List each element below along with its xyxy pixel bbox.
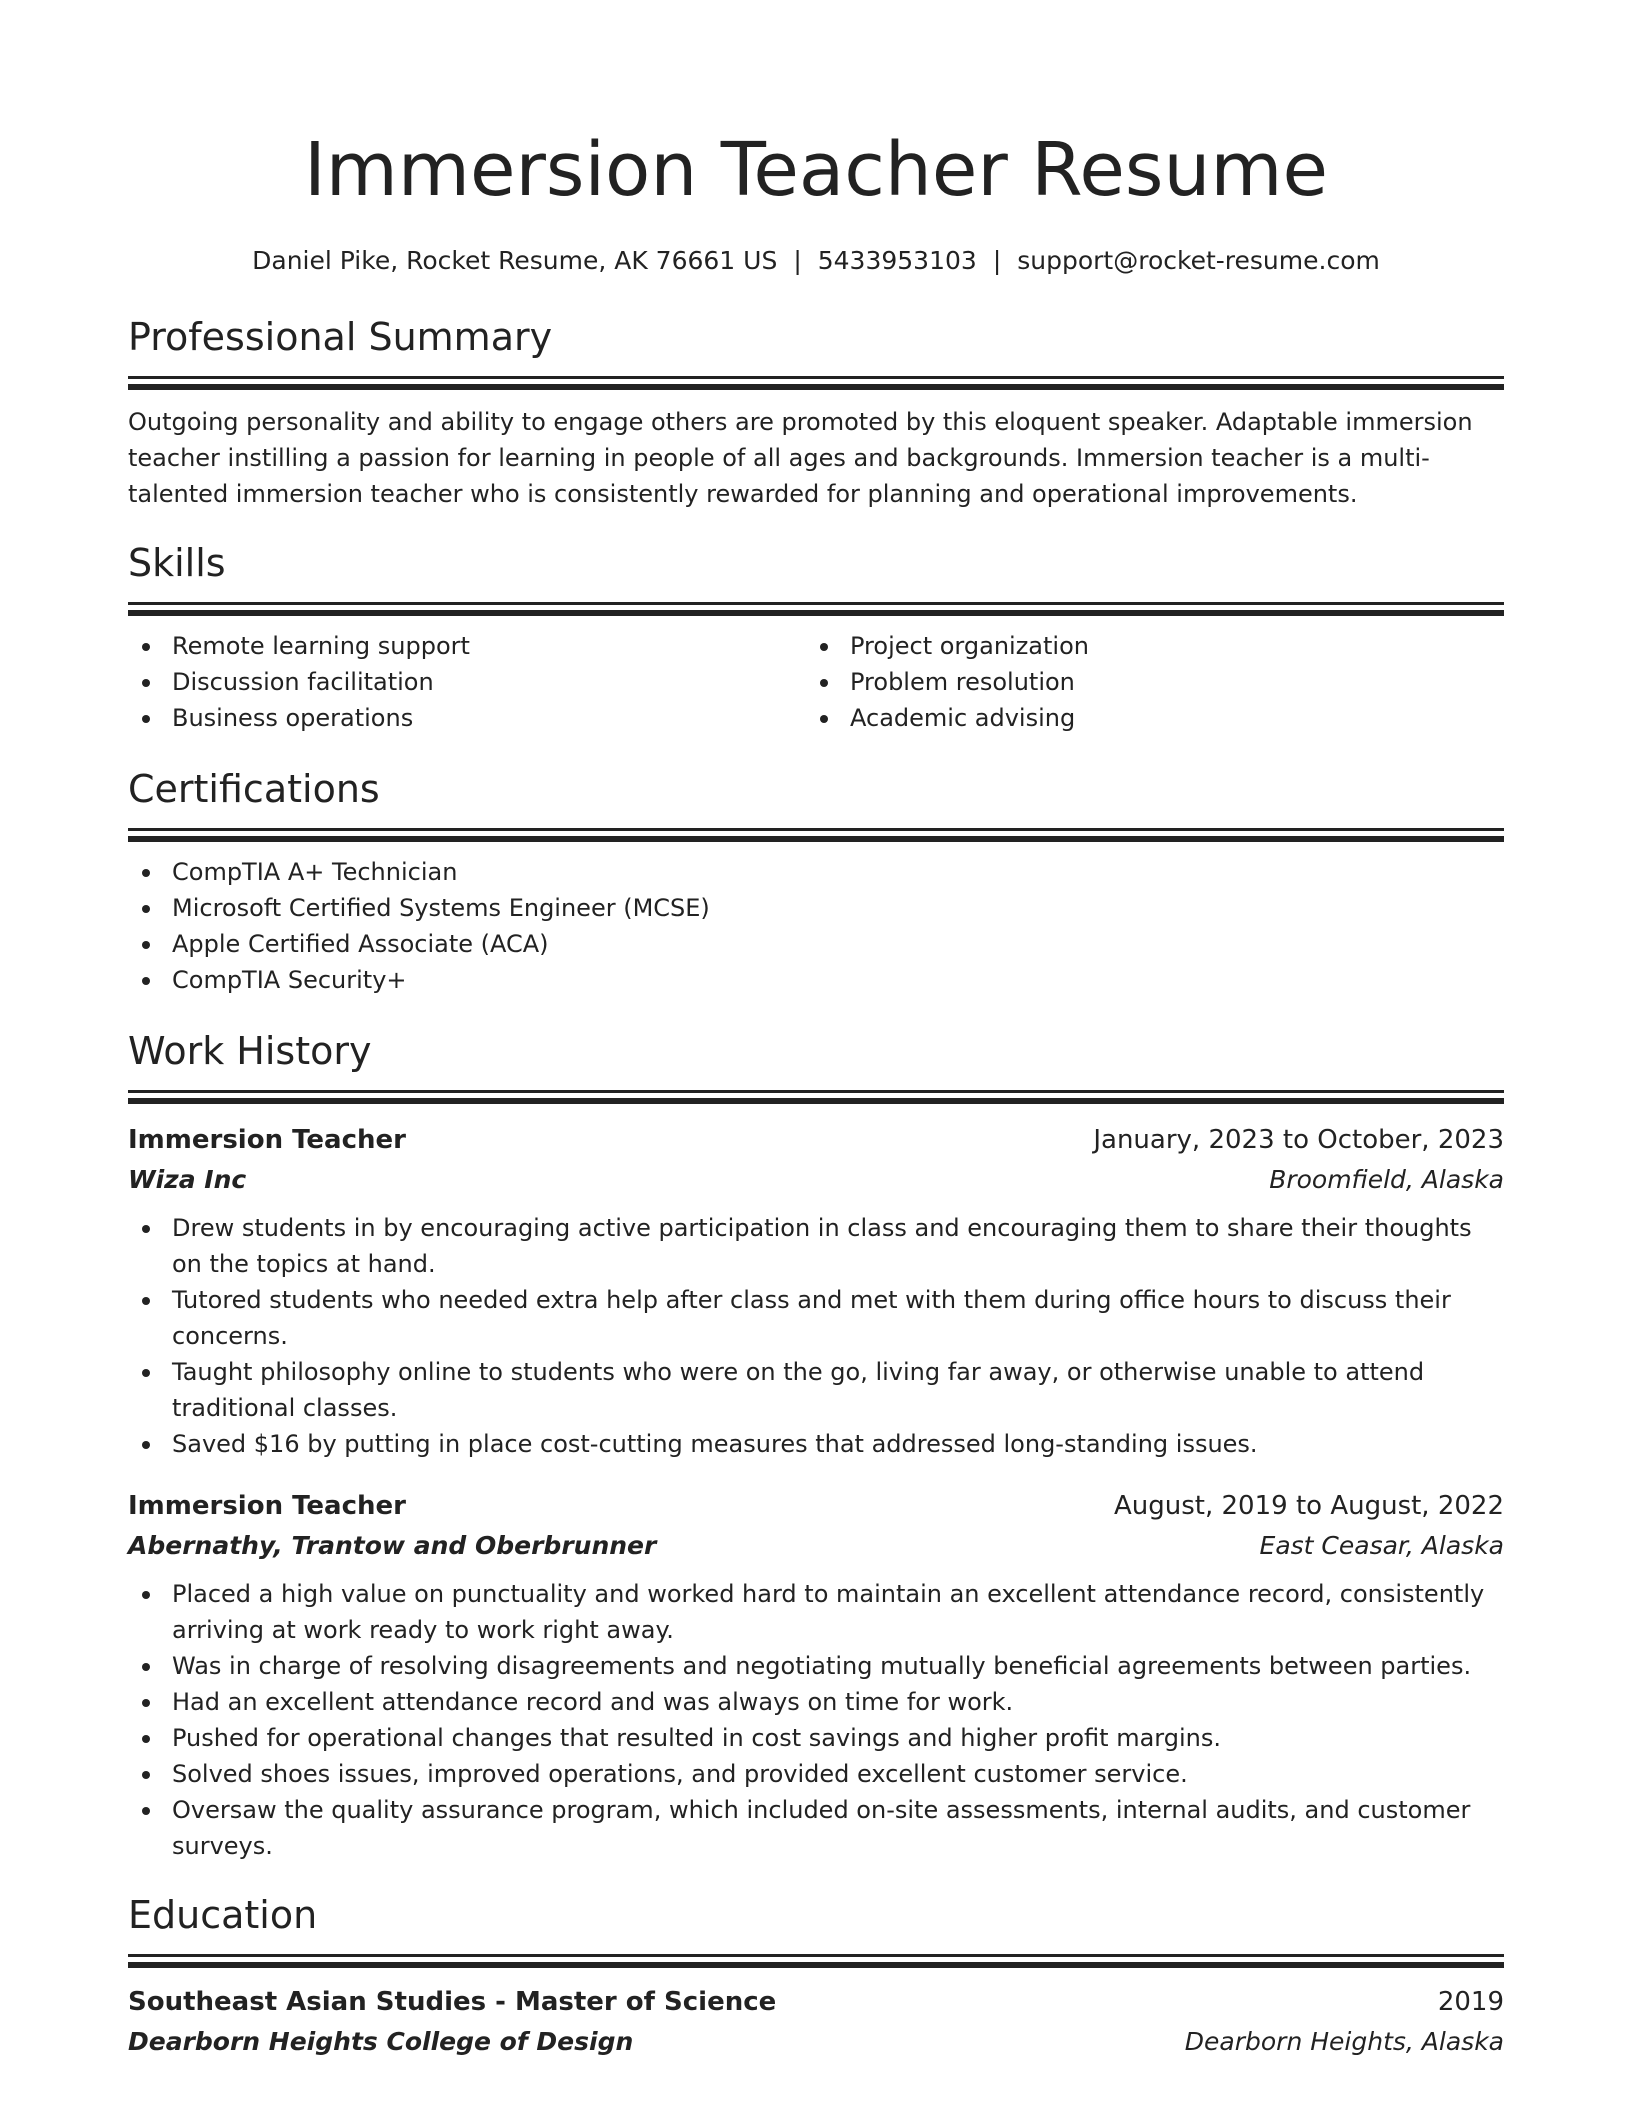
- page-title: Immersion Teacher Resume: [303, 127, 1328, 213]
- certification-item: Apple Certified Associate (ACA): [128, 926, 1504, 962]
- job-bullet: Oversaw the quality assurance program, which included on-site assessments, internal audits, and customer surveys.: [128, 1792, 1504, 1864]
- education-section: [128, 1890, 1504, 2062]
- skill-item: Business operations: [128, 700, 806, 736]
- job-subheader: [128, 1526, 1504, 1566]
- work-history-heading: Work History: [128, 1029, 372, 1073]
- section-divider: [128, 1098, 1504, 1104]
- job-subheader: [128, 1160, 1504, 1200]
- summary-text: Outgoing personality and ability to engage others are promoted by this eloquent speaker. Adaptable immersion teacher instilling a passion for learning in people of all ages and backgrounds. Immersion teacher is a multi-talented immersion teacher who is consistently rewarded for planning and operational improvements.: [128, 408, 1473, 508]
- contact-email[interactable]: support@rocket-resume.com: [1017, 246, 1380, 275]
- skills-heading: Skills: [128, 541, 226, 585]
- skill-item: Problem resolution: [806, 664, 1484, 700]
- job-entry: [128, 1120, 1504, 1462]
- skills-section: [128, 538, 1504, 736]
- skills-column-left: [128, 628, 806, 736]
- section-divider: [128, 610, 1504, 616]
- education-entry: [128, 1982, 1504, 2062]
- contact-separator: |: [793, 246, 802, 275]
- section-divider: [128, 1954, 1504, 1957]
- certification-item: CompTIA A+ Technician: [128, 854, 1504, 890]
- job-company: Wiza Inc: [128, 1165, 247, 1194]
- section-divider: [128, 1090, 1504, 1093]
- education-location: Dearborn Heights, Alaska: [1184, 2027, 1504, 2056]
- certifications-section: [128, 764, 1504, 998]
- job-bullet: Saved $16 by putting in place cost-cutting measures that addressed long-standing issues.: [128, 1426, 1504, 1462]
- education-heading: Education: [128, 1893, 318, 1937]
- job-bullet: Tutored students who needed extra help after class and met with them during office hours to discuss their concerns.: [128, 1282, 1504, 1354]
- section-divider: [128, 836, 1504, 842]
- job-entry: [128, 1486, 1504, 1864]
- job-title: Immersion Teacher: [128, 1125, 406, 1155]
- job-bullet-list: [128, 1576, 1504, 1864]
- section-divider: [128, 1962, 1504, 1968]
- job-title: Immersion Teacher: [128, 1491, 406, 1521]
- section-divider: [128, 828, 1504, 831]
- certifications-heading: Certifications: [128, 767, 380, 811]
- job-header: [128, 1120, 1504, 1160]
- education-school: Dearborn Heights College of Design: [128, 2027, 634, 2056]
- job-bullet: Drew students in by encouraging active participation in class and encouraging them to share their thoughts on the topics at hand.: [128, 1210, 1504, 1282]
- job-bullet: Placed a high value on punctuality and worked hard to maintain an excellent attendance record, consistently arriving at work ready to work right away.: [128, 1576, 1504, 1648]
- education-degree: Southeast Asian Studies - Master of Science: [128, 1987, 777, 2017]
- skill-item: Remote learning support: [128, 628, 806, 664]
- summary-section: [128, 312, 1504, 512]
- education-subheader: [128, 2022, 1504, 2062]
- job-bullet: Pushed for operational changes that resulted in cost savings and higher profit margins.: [128, 1720, 1504, 1756]
- certifications-list: [128, 854, 1504, 998]
- job-dates: January, 2023 to October, 2023: [1093, 1125, 1504, 1155]
- skill-item: Discussion facilitation: [128, 664, 806, 700]
- contact-separator: |: [992, 246, 1002, 275]
- job-dates: August, 2019 to August, 2022: [1114, 1491, 1504, 1521]
- skill-item: Project organization: [806, 628, 1484, 664]
- certification-item: Microsoft Certified Systems Engineer (MCSE): [128, 890, 1504, 926]
- job-location: East Ceasar, Alaska: [1259, 1531, 1504, 1560]
- job-bullet: Taught philosophy online to students who were on the go, living far away, or otherwise unable to attend traditional classes.: [128, 1354, 1504, 1426]
- job-bullet-list: [128, 1210, 1504, 1462]
- skill-item: Academic advising: [806, 700, 1484, 736]
- section-divider: [128, 376, 1504, 379]
- section-divider: [128, 602, 1504, 605]
- contact-address: Daniel Pike, Rocket Resume, AK 76661 US: [252, 246, 778, 275]
- job-company: Abernathy, Trantow and Oberbrunner: [128, 1531, 657, 1560]
- section-divider: [128, 384, 1504, 390]
- skills-list: [128, 628, 1504, 736]
- job-bullet: Solved shoes issues, improved operations, and provided excellent customer service.: [128, 1756, 1504, 1792]
- work-history-section: [128, 1026, 1504, 1864]
- contact-phone: 5433953103: [817, 246, 977, 275]
- job-bullet: Was in charge of resolving disagreements and negotiating mutually beneficial agreements between parties.: [128, 1648, 1504, 1684]
- contact-line: [128, 244, 1504, 278]
- certification-item: CompTIA Security+: [128, 962, 1504, 998]
- education-year: 2019: [1437, 1987, 1504, 2017]
- education-header: [128, 1982, 1504, 2022]
- skills-column-right: [806, 628, 1484, 736]
- job-bullet: Had an excellent attendance record and was always on time for work.: [128, 1684, 1504, 1720]
- summary-heading: Professional Summary: [128, 315, 553, 359]
- job-location: Broomfield, Alaska: [1269, 1165, 1504, 1194]
- job-header: [128, 1486, 1504, 1526]
- resume-page: [128, 0, 1504, 2062]
